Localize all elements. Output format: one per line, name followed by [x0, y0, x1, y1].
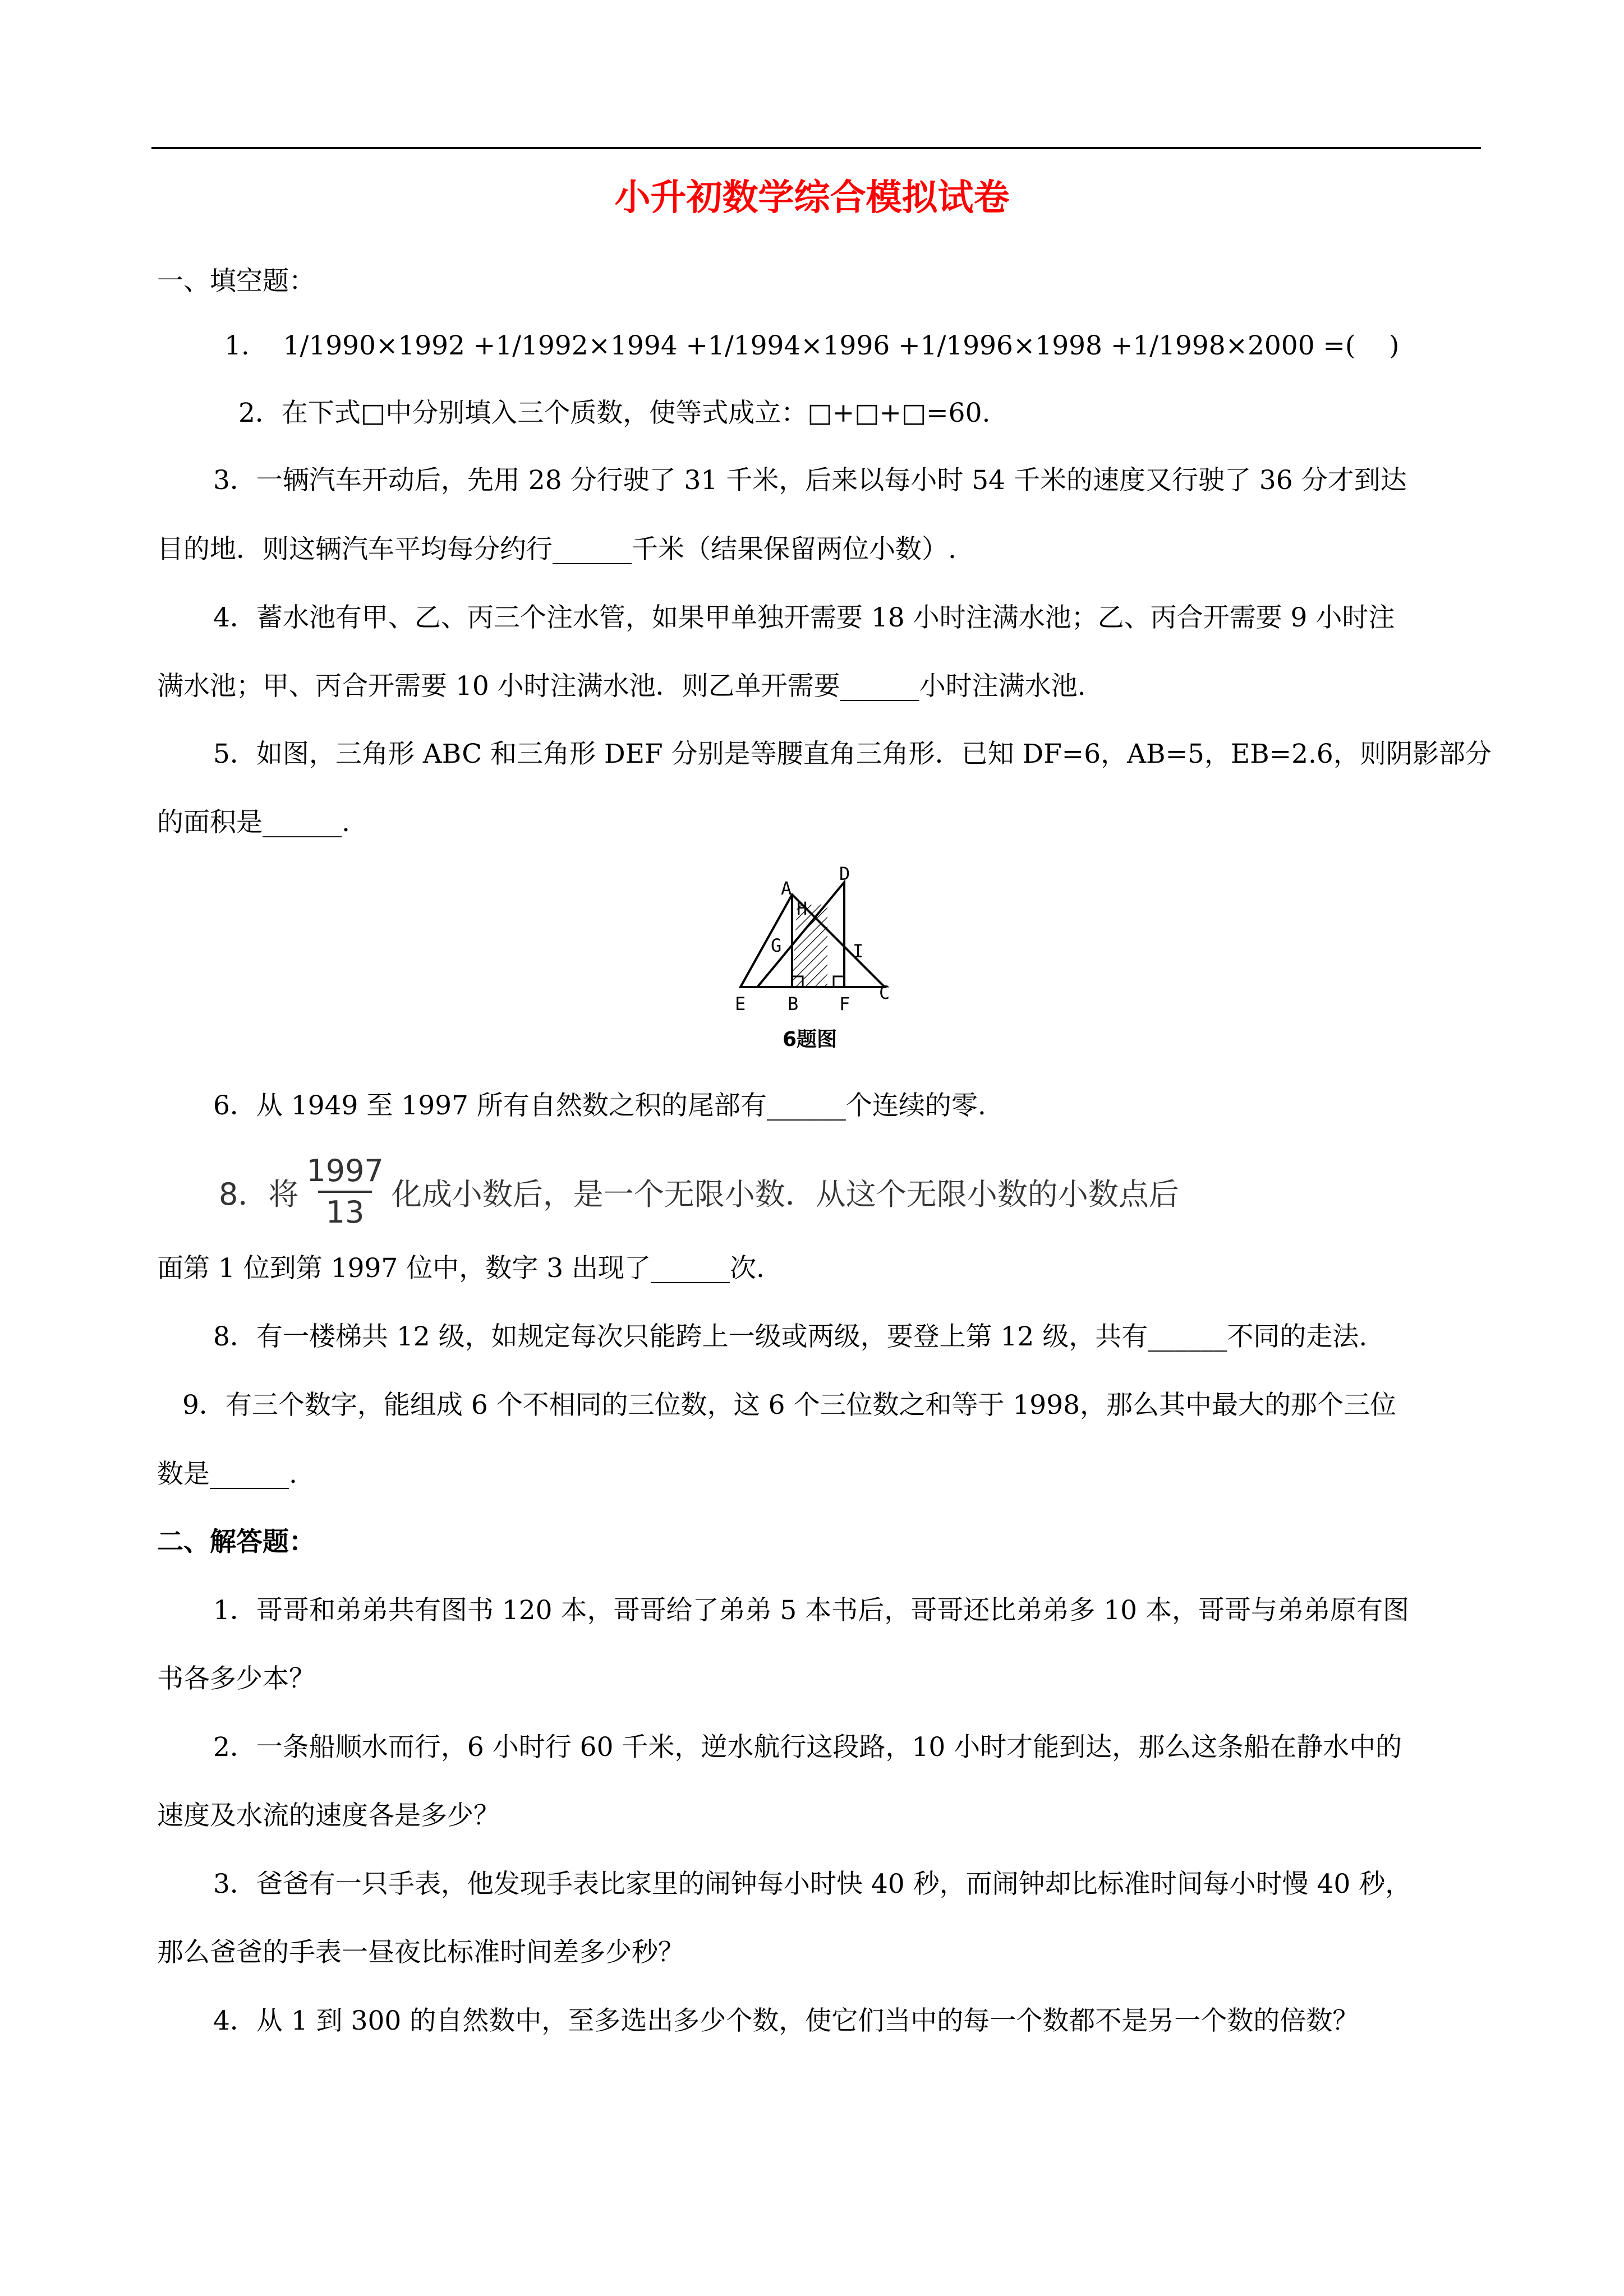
page-title: 小升初数学综合模拟试卷	[614, 177, 1010, 219]
label-h: H	[797, 898, 808, 919]
answer-question-1-line2: 书各多少本？	[157, 1663, 315, 1694]
header-rule	[151, 147, 1481, 149]
question-7-line1	[219, 1144, 1179, 1239]
figure-caption: 6题图	[783, 1028, 838, 1051]
label-d: D	[839, 866, 850, 884]
label-b: B	[788, 993, 799, 1015]
label-g: G	[771, 935, 782, 956]
fraction-denominator: 13	[325, 1195, 365, 1230]
answer-question-3-line1: 3．爸爸有一只手表，他发现手表比家里的闹钟每小时快 40 秒，而闹钟却比标准时间每小时慢 40 秒，	[213, 1869, 1412, 1899]
question-3-line2: 目的地．则这辆汽车平均每分约行______千米（结果保留两位小数）.	[157, 534, 956, 565]
question-5-line1: 5．如图，三角形 ABC 和三角形 DEF 分别是等腰直角三角形．已知 DF=6，AB=5，EB=2.6，则阴影部分	[213, 739, 1492, 769]
question-9-line1: 9．有三个数字，能组成 6 个不相同的三位数，这 6 个三位数之和等于 1998，那么其中最大的那个三位	[182, 1390, 1397, 1421]
question-1: 1. 1/1990×1992 +1/1992×1994 +1/1994×1996 +1/1996×1998 +1/1998×2000 =( )	[224, 330, 1400, 361]
question-7-prefix: 8．将	[219, 1176, 299, 1212]
answer-question-1-line1: 1．哥哥和弟弟共有图书 120 本，哥哥给了弟弟 5 本书后，哥哥还比弟弟多 10 本，哥哥与弟弟原有图	[213, 1595, 1409, 1626]
question-4-line1: 4．蓄水池有甲、乙、丙三个注水管，如果甲单独开需要 18 小时注满水池；乙、丙合开需要 9 小时注	[213, 602, 1395, 633]
answer-question-2-line1: 2．一条船顺水而行，6 小时行 60 千米，逆水航行这段路，10 小时才能到达，那么这条船在静水中的	[213, 1732, 1402, 1763]
label-c: C	[879, 982, 890, 1003]
label-a: A	[781, 878, 792, 899]
question-4-line2: 满水池；甲、丙合开需要 10 小时注满水池．则乙单开需要______小时注满水池.	[157, 671, 1086, 702]
fraction-numerator: 1997	[306, 1153, 384, 1188]
section-heading-fill-in: 一、填空题：	[157, 266, 315, 297]
question-2: 2．在下式□中分别填入三个质数，使等式成立：□+□+□=60.	[238, 398, 991, 428]
question-7-line2: 面第 1 位到第 1997 位中，数字 3 出现了______次.	[157, 1253, 765, 1284]
question-3-line1: 3．一辆汽车开动后，先用 28 分行驶了 31 千米，后来以每小时 54 千米的速度又行驶了 36 分才到达	[213, 465, 1407, 496]
answer-question-2-line2: 速度及水流的速度各是多少？	[157, 1800, 500, 1831]
fraction	[306, 1151, 383, 1232]
answer-question-4: 4．从 1 到 300 的自然数中，至多选出多少个数，使它们当中的每一个数都不是另一个数的倍数？	[213, 2005, 1359, 2036]
label-f: F	[839, 993, 850, 1015]
section-heading-answer: 二、解答题：	[157, 1527, 315, 1557]
question-9-line2: 数是______.	[157, 1459, 297, 1490]
label-i: I	[853, 940, 864, 962]
label-e: E	[735, 993, 746, 1015]
question-6: 6．从 1949 至 1997 所有自然数之积的尾部有______个连续的零.	[213, 1090, 986, 1121]
question-8: 8．有一楼梯共 12 级，如规定每次只能跨上一级或两级，要登上第 12 级，共有______不同的走法.	[213, 1321, 1368, 1352]
answer-question-3-line2: 那么爸爸的手表一昼夜比标准时间差多少秒？	[157, 1937, 684, 1968]
triangle-figure	[735, 866, 903, 1057]
question-5-line2: 的面积是______.	[157, 807, 350, 838]
question-7-suffix: 化成小数后，是一个无限小数．从这个无限小数的小数点后	[391, 1176, 1179, 1212]
